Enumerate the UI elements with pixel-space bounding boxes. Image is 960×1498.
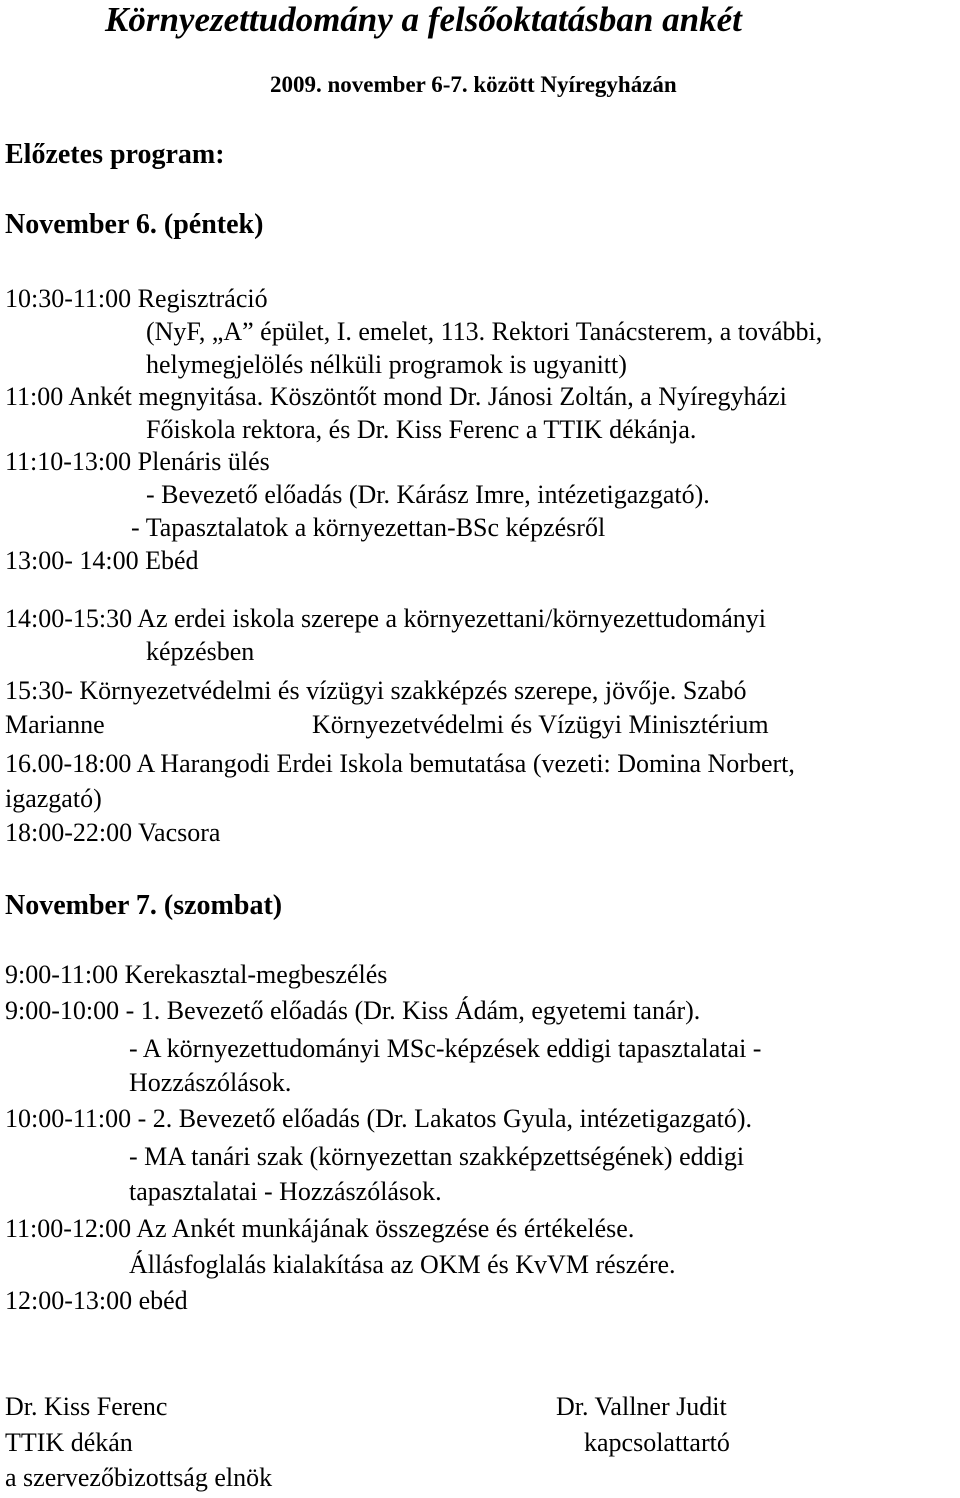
day1-line: 16.00-18:00 A Harangodi Erdei Iskola bemutatása (vezeti: Domina Norbert, bbox=[5, 749, 795, 778]
day2-heading: November 7. (szombat) bbox=[5, 890, 283, 921]
signature-left-name: Dr. Kiss Ferenc bbox=[5, 1392, 168, 1421]
day2-line: 9:00-10:00 - 1. Bevezető előadás (Dr. Kiss Ádám, egyetemi tanár). bbox=[5, 996, 701, 1025]
day1-line: 10:30-11:00 Regisztráció bbox=[5, 284, 268, 313]
day2-line: 10:00-11:00 - 2. Bevezető előadás (Dr. Lakatos Gyula, intézetigazgató). bbox=[5, 1104, 753, 1133]
document-subtitle: 2009. november 6-7. között Nyíregyházán bbox=[270, 72, 677, 97]
day2-line: Hozzászólások. bbox=[129, 1068, 292, 1097]
signature-left-role: a szervezőbizottság elnök bbox=[5, 1463, 273, 1492]
signature-left-title: TTIK dékán bbox=[5, 1428, 133, 1457]
day1-line: 15:30- Környezetvédelmi és vízügyi szakképzés szerepe, jövője. Szabó bbox=[5, 676, 747, 705]
day1-line: Környezetvédelmi és Vízügyi Minisztérium bbox=[312, 710, 769, 739]
day1-line: - Tapasztalatok a környezettan-BSc képzésről bbox=[131, 513, 606, 542]
day1-line: (NyF, „A” épület, I. emelet, 113. Rektori Tanácsterem, a további, bbox=[146, 317, 823, 346]
day2-line: - MA tanári szak (környezettan szakképzettségének) eddigi bbox=[129, 1142, 745, 1171]
day2-line: tapasztalatai - Hozzászólások. bbox=[129, 1177, 442, 1206]
day1-line: Főiskola rektora, és Dr. Kiss Ferenc a TTIK dékánja. bbox=[146, 415, 697, 444]
day2-line: Állásfoglalás kialakítása az OKM és KvVM részére. bbox=[129, 1250, 676, 1279]
day2-line: 12:00-13:00 ebéd bbox=[5, 1286, 188, 1315]
document-title: Környezettudomány a felsőoktatásban ankét bbox=[105, 0, 742, 39]
day1-line: 13:00- 14:00 Ebéd bbox=[5, 546, 199, 575]
program-label: Előzetes program: bbox=[5, 139, 225, 170]
day1-line: helymegjelölés nélküli programok is ugyanitt) bbox=[146, 350, 627, 379]
day1-heading: November 6. (péntek) bbox=[5, 209, 264, 240]
day1-line: - Bevezető előadás (Dr. Kárász Imre, intézetigazgató). bbox=[146, 480, 710, 509]
day1-line: 11:10-13:00 Plenáris ülés bbox=[5, 447, 270, 476]
day2-line: - A környezettudományi MSc-képzések eddigi tapasztalatai - bbox=[129, 1034, 762, 1063]
day2-line: 9:00-11:00 Kerekasztal-megbeszélés bbox=[5, 960, 388, 989]
day1-line: 18:00-22:00 Vacsora bbox=[5, 818, 221, 847]
day1-line: 14:00-15:30 Az erdei iskola szerepe a környezettani/környezettudományi bbox=[5, 604, 766, 633]
day1-line: képzésben bbox=[146, 637, 255, 666]
signature-right-title: kapcsolattartó bbox=[584, 1428, 730, 1457]
day2-line: 11:00-12:00 Az Ankét munkájának összegzése és értékelése. bbox=[5, 1214, 635, 1243]
day1-line: igazgató) bbox=[5, 784, 102, 813]
day1-line: 11:00 Ankét megnyitása. Köszöntőt mond Dr. Jánosi Zoltán, a Nyíregyházi bbox=[5, 382, 787, 411]
signature-right-name: Dr. Vallner Judit bbox=[556, 1392, 727, 1421]
day1-line: Marianne bbox=[5, 710, 105, 739]
